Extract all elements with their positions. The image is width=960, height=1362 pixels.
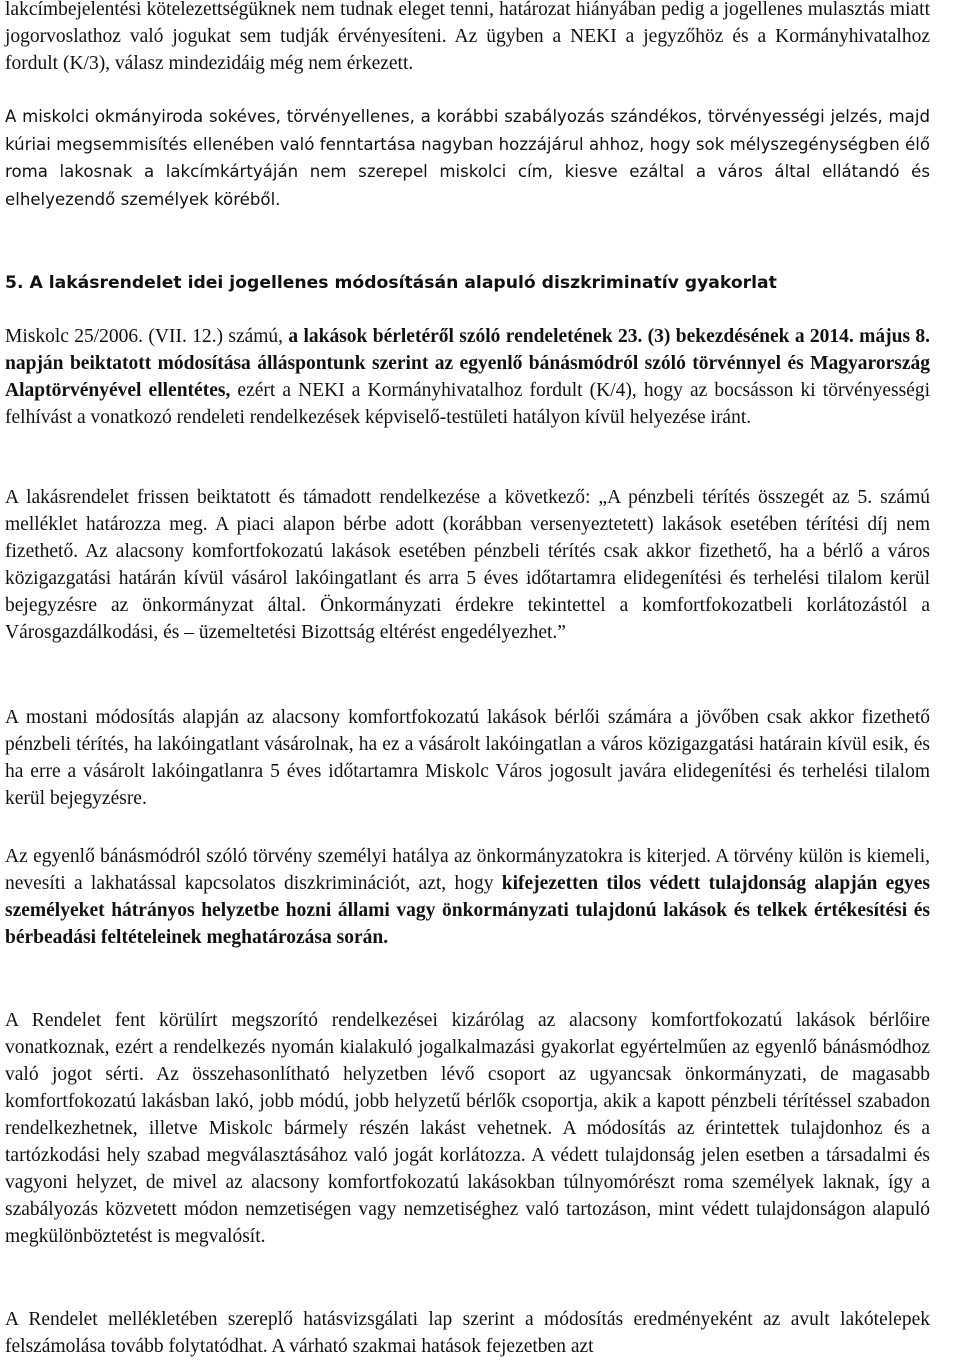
- text-run: ezért a NEKI a Kormányhivatalhoz fordult (K/4), hogy az bocsásson ki törvényességi felhívást a vonatkozó rendeleti rendelkezések képviselő-testületi hatályon kívül helyezése iránt.: [5, 380, 930, 428]
- bold-text-run: a lakások bérletéről szóló rendeletének 23. (3) bekezdésének a 2014. május 8. napján beiktatott módosítása álláspontunk szerint az egyenlő bánásmódról szóló törvénnyel és Magyarország Alaptörvényével ellentétes,: [5, 326, 930, 401]
- paragraph-lakasrendelet-modositas: [5, 323, 930, 431]
- text-run: Miskolc 25/2006. (VII. 12.) számú,: [5, 326, 289, 347]
- paragraph-okmanyiroda: A miskolci okmányiroda sokéves, törvényellenes, a korábbi szabályozás szándékos, törvényességi jelzés, majd kúriai megsemmisítés ellenében való fenntartása nagyban hozzájárul ahhoz, hogy sok mélyszegénységben élő roma lakosnak a lakcímkártyáján nem szerepel miskolci cím, kiesve ezáltal a város által ellátandó és elhelyezendő személyek köréből.: [5, 107, 930, 209]
- section-heading-5: 5. A lakásrendelet idei jogellenes módosításán alapuló diszkriminatív gyakorlat: [5, 273, 777, 293]
- bold-text-run: kifejezetten tilos védett tulajdonság alapján egyes személyeket hátrányos helyzetbe hozni állami vagy önkormányzati tulajdonú lakások és telkek értékesítési és bérbeadási feltételeinek meghatározása során.: [5, 873, 930, 948]
- text-run: Az egyenlő bánásmódról szóló törvény személyi hatálya az önkormányzatokra is kiterjed. A törvény külön is kiemeli, nevesíti a lakhatással kapcsolatos diszkriminációt, azt, hogy: [5, 846, 930, 894]
- paragraph-rendelkezes-idezet: A lakásrendelet frissen beiktatott és támadott rendelkezése a következő: „A pénzbeli térítés összegét az 5. számú melléklet határozza meg. A piaci alapon bérbe adott (korábban versenyeztetett) lakások esetében térítési díj nem fizethető. Az alacsony komfortfokozatú lakások esetében pénzbeli térítés csak akkor fizethető, ha a bérlő a város közigazgatási határán kívül vásárol lakóingatlant és arra 5 éves időtartamra elidegenítési és terhelési tilalom kerül bejegyzésre az önkormányzat által. Önkormányzati érdekre tekintettel a komfortfokozatbeli korlátozástól a Városgazdálkodási, és – üzemeltetési Bizottság eltérést engedélyezhet.”: [5, 487, 930, 643]
- paragraph-mostani-modositas: A mostani módosítás alapján az alacsony komfortfokozatú lakások bérlői számára a jövőben csak akkor fizethető pénzbeli térítés, ha lakóingatlant vásárolnak, ha ez a vásárolt lakóingatlan a város közigazgatási határain kívül esik, és ha erre a vásárolt lakóingatlanra 5 éves időtartamra Miskolc Város jogosult javára elidegenítési és terhelési tilalom kerül bejegyzésre.: [5, 707, 930, 809]
- paragraph-egyenlo-banasmod: [5, 843, 930, 951]
- paragraph-hatasvizsgalat: A Rendelet mellékletében szereplő hatásvizsgálati lap szerint a módosítás eredményeként az avult lakótelepek felszámolása tovább folytatódhat. A várható szakmai hatások fejezetben azt: [5, 1309, 930, 1357]
- paragraph-rendelet-megszorito: A Rendelet fent körülírt megszorító rendelkezései kizárólag az alacsony komfortfokozatú lakások bérlőire vonatkoznak, ezért a rendelkezés nyomán kialakuló jogalkalmazási gyakorlat egyértelműen az egyenlő bánásmódhoz való jogot sérti. Az összehasonlítható helyzetben lévő csoport az ugyancsak önkormányzati, de magasabb komfortfokozatú lakásban lakó, jobb módú, jobb helyzetű bérlők csoportja, akik a kapott pénzbeli térítéssel szabadon rendelkezhetnek, illetve Miskolc bármely részén lakást vehetnek. A módosítás az érintettek tulajdonhoz és a tartózkodási hely szabad megválasztásához való jogát korlátozza. A védett tulajdonság jelen esetben a társadalmi és vagyoni helyzet, de mivel az alacsony komfortfokozatú lakásokban túlnyomórészt roma személyek laknak, így a szabályozás közvetett módon nemzetiségen vagy nemzetiséghez való tartozáson, mint védett tulajdonságon alapuló megkülönböztetést is megvalósít.: [5, 1010, 930, 1247]
- paragraph-lakcim-bejelentes: lakcímbejelentési kötelezettségüknek nem tudnak eleget tenni, határozat hiányában pedig a jogellenes mulasztás miatt jogorvoslathoz való jogukat sem tudják érvényesíteni. Az ügyben a NEKI a jegyzőhöz és a Kormányhivatalhoz fordult (K/3), válasz mindezidáig még nem érkezett.: [5, 0, 930, 74]
